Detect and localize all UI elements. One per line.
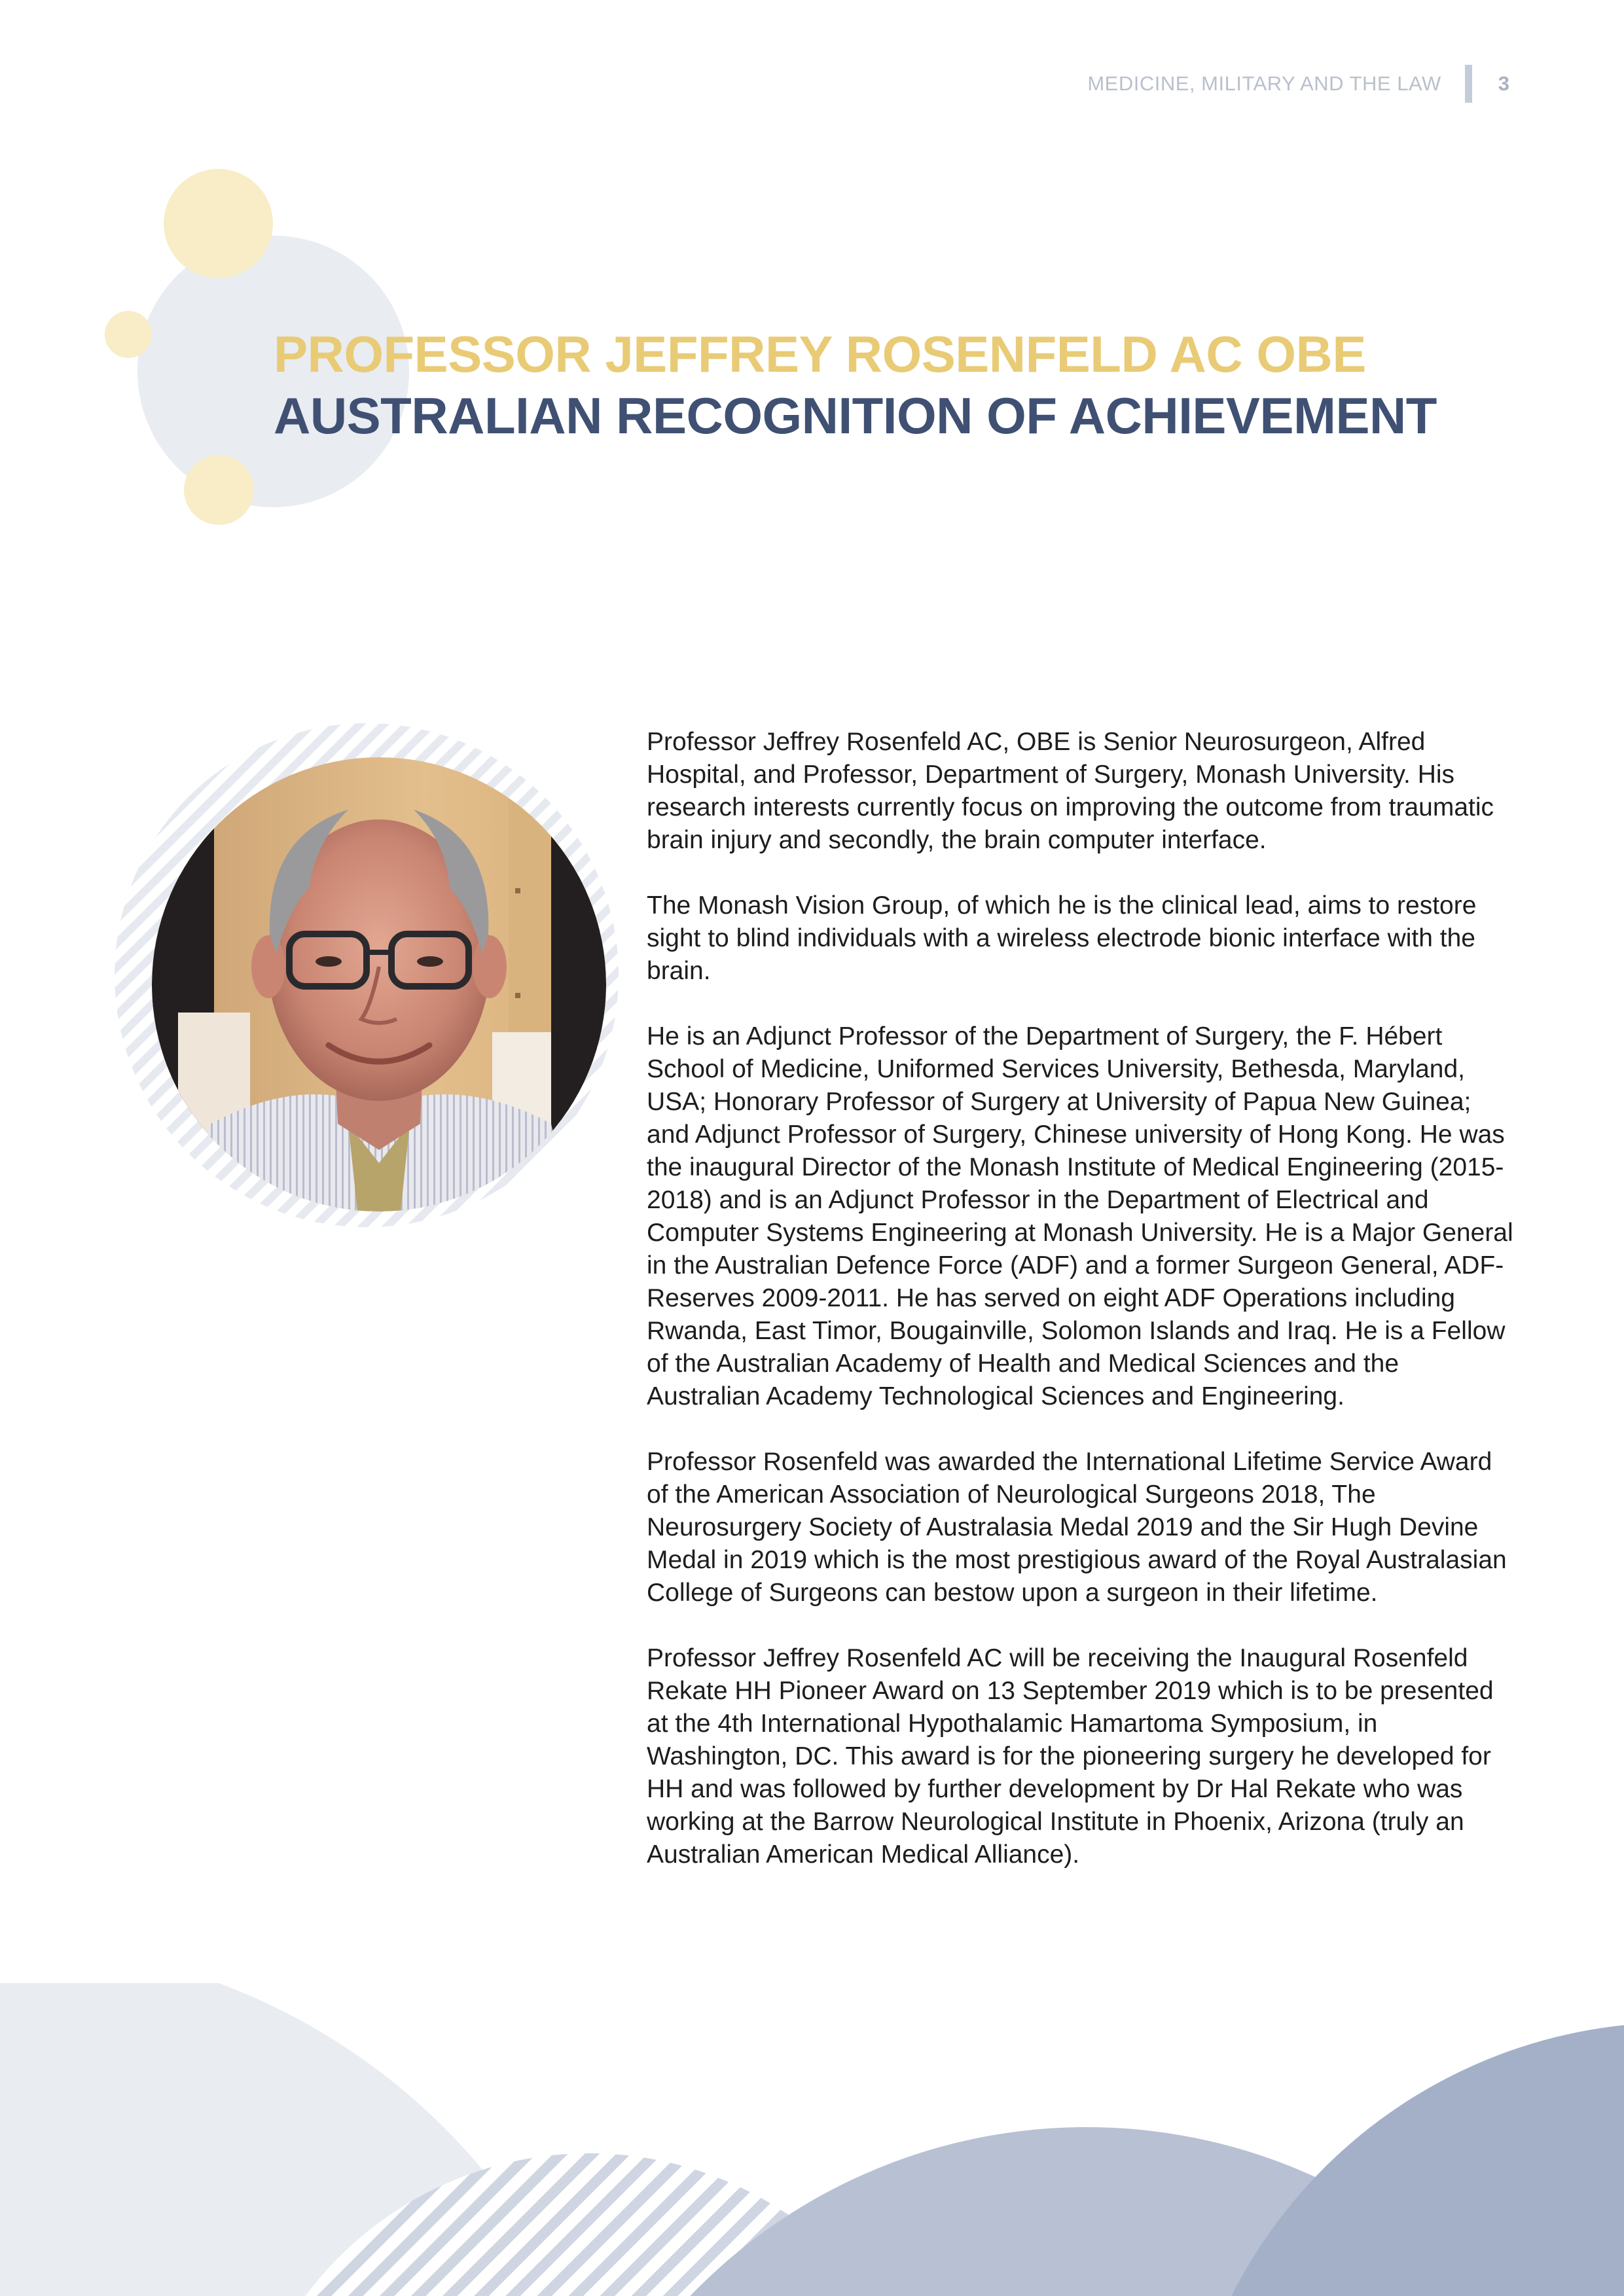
paragraph-5: Professor Jeffrey Rosenfeld AC will be receiving the Inaugural Rosenfeld Rekate HH Pioneer Award on 13 September 2019 which is to be presented at the 4th International Hypothalamic Hamartoma Symposium, in Washington, DC. This award is for the pioneering surgery he developed for HH and was followed by further development by Dr Hal Rekate who was working at the Barrow Neurological Institute in Phoenix, Arizona (truly an Australian American Medical Alliance). xyxy=(647,1644,1494,1869)
portrait-photo xyxy=(152,757,606,1211)
paragraph-2: The Monash Vision Group, of which he is the clinical lead, aims to restore sight to blind individuals with a wireless electrode bionic interface with the brain. xyxy=(647,891,1477,985)
paragraph-4: Professor Rosenfeld was awarded the International Lifetime Service Award of the American Association of Neurological Surgeons 2018, The Neurosurgery Society of Australasia Medal 2019 and the Sir Hugh Devine Medal in 2019 which is the most prestigious award of the Royal Australasian College of Surgeons can bestow upon a surgeon in their lifetime. xyxy=(647,1448,1507,1607)
article-body xyxy=(647,726,1517,1904)
title-block xyxy=(274,324,1437,446)
running-header xyxy=(1087,68,1509,99)
page-number: 3 xyxy=(1498,72,1509,95)
decorative-circle-yellow-top xyxy=(164,169,273,278)
decorative-circle-yellow-bottom xyxy=(184,455,254,525)
section-title: MEDICINE, MILITARY AND THE LAW xyxy=(1087,72,1441,95)
paragraph-1: Professor Jeffrey Rosenfeld AC, OBE is Senior Neurosurgeon, Alfred Hospital, and Professor, Department of Surgery, Monash University. His research interests currently focus on improving the outcome from traumatic brain injury and secondly, the brain computer interface. xyxy=(647,728,1494,854)
title-subtitle: AUSTRALIAN RECOGNITION OF ACHIEVEMENT xyxy=(274,386,1437,444)
header-divider xyxy=(1465,65,1472,103)
decorative-circle-yellow-left xyxy=(105,311,152,358)
paragraph-3: He is an Adjunct Professor of the Department of Surgery, the F. Hébert School of Medicine, Uniformed Services University, Bethesda, Maryland, USA; Honorary Professor of Surgery at University of Papua New Guinea; and Adjunct Professor of Surgery, Chinese university of Hong Kong. He was the inaugural Director of the Monash Institute of Medical Engineering (2015-2018) and is an Adjunct Professor in the Department of Electrical and Computer Systems Engineering at Monash University. He is a Major General in the Australian Defence Force (ADF) and a former Surgeon General, ADF-Reserves 2009-2011. He has served on eight ADF Operations including Rwanda, East Timor, Bougainville, Solomon Islands and Iraq. He is a Fellow of the Australian Academy of Health and Medical Sciences and the Australian Academy Technological Sciences and Engineering. xyxy=(647,1022,1513,1410)
bottom-decoration xyxy=(0,1983,1624,2296)
title-name: PROFESSOR JEFFREY ROSENFELD AC OBE xyxy=(274,325,1366,383)
